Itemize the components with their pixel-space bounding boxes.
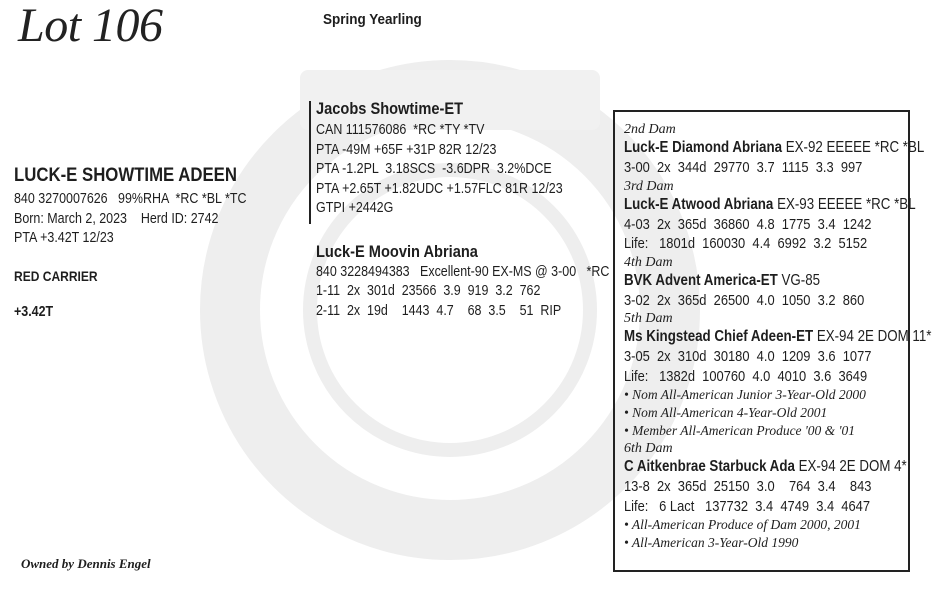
ancestor-name: C Aitkenbrae Starbuck Ada [624, 458, 795, 475]
ancestor-classification: EX-92 EEEEE *RC *BL [785, 139, 925, 156]
animal-registration: 840 3270007626 99%RHA *RC *BL *TC [14, 191, 247, 207]
sire-divider [309, 101, 311, 224]
lifetime-record: Life: 1801d 160030 4.4 6992 3.2 5152 [624, 235, 868, 252]
generation-label: 3rd Dam [624, 178, 674, 194]
pedigree-entry [624, 254, 909, 311]
ancestor-name: Luck-E Atwood Abriana [624, 195, 774, 213]
generation-label: 2nd Dam [624, 122, 676, 137]
pedigree-entry [624, 121, 925, 178]
lifetime-record: Life: 1382d 100760 4.0 4010 3.6 3649 [624, 367, 868, 385]
sire-line: PTA -49M +65F +31P 82R 12/23 [316, 141, 497, 158]
dam-name: Luck-E Moovin Abriana [316, 242, 478, 261]
production-record: 13-8 2x 365d 25150 3.0 764 3.4 843 [624, 478, 872, 495]
sire-line: CAN 111576086 *RC *TY *TV [316, 122, 485, 138]
production-record: 3-05 2x 310d 30180 4.0 1209 3.6 1077 [624, 348, 872, 365]
pedigree-entry [624, 178, 916, 254]
pedigree-list [624, 121, 932, 552]
award-note: • All-American 3-Year-Old 1990 [624, 535, 799, 550]
sale-name: Spring Yearling [323, 11, 422, 28]
generation-label: 5th Dam [624, 311, 673, 326]
dam-line: 840 3228494383 Excellent-90 EX-MS @ 3-00 *RC [316, 264, 610, 280]
production-record: 3-02 2x 365d 26500 4.0 1050 3.2 860 [624, 291, 865, 309]
production-record: 4-03 2x 365d 36860 4.8 1775 3.4 1242 [624, 215, 872, 233]
sire-line: PTA +2.65T +1.82UDC +1.57FLC 81R 12/23 [316, 180, 563, 197]
award-note: • Member All-American Produce '00 & '01 [624, 423, 855, 438]
pedigree-entry [624, 440, 909, 552]
sire-info [316, 121, 563, 219]
ancestor-classification: EX-94 2E DOM 4* [798, 458, 907, 475]
generation-label: 4th Dam [624, 254, 673, 270]
production-record: 3-00 2x 344d 29770 3.7 1115 3.3 997 [624, 159, 863, 176]
animal-name: LUCK-E SHOWTIME ADEEN [14, 164, 237, 186]
ancestor-name-line [624, 195, 916, 215]
ancestor-name: Ms Kingstead Chief Adeen-ET [624, 328, 814, 345]
animal-birth-herd: Born: March 2, 2023 Herd ID: 2742 [14, 210, 219, 227]
award-note: • Nom All-American 4-Year-Old 2001 [624, 405, 828, 420]
ancestor-name-line [624, 138, 925, 158]
lot-number-title: Lot 106 [18, 0, 163, 52]
sire-line: GTPI +2442G [316, 200, 394, 216]
sire-name: Jacobs Showtime-ET [316, 99, 464, 118]
dam-info [316, 263, 609, 321]
ancestor-name-line [624, 271, 869, 291]
sire-line: PTA -1.2PL 3.18SCS -3.6DPR 3.2%DCE [316, 161, 552, 177]
award-note: • Nom All-American Junior 3-Year-Old 2000 [624, 387, 866, 402]
lifetime-record: Life: 6 Lact 137732 3.4 4749 3.4 4647 [624, 497, 871, 515]
dam-line: 2-11 2x 19d 1443 4.7 68 3.5 51 RIP [316, 302, 562, 319]
ancestor-name-line [624, 327, 932, 347]
pedigree-entry [624, 310, 932, 440]
ancestor-name: Luck-E Diamond Abriana [624, 139, 783, 156]
award-note: • All-American Produce of Dam 2000, 2001 [624, 517, 861, 532]
animal-pta: PTA +3.42T 12/23 [14, 230, 114, 246]
ancestor-name: BVK Advent America-ET [624, 271, 778, 289]
ancestor-classification: EX-93 EEEEE *RC *BL [777, 195, 916, 213]
ancestor-classification: EX-94 2E DOM 11* [816, 328, 932, 345]
dam-line: 1-11 2x 301d 23566 3.9 919 3.2 762 [316, 283, 541, 300]
ancestor-classification: VG-85 [781, 271, 821, 289]
animal-info [14, 190, 246, 249]
red-carrier-label: RED CARRIER [14, 268, 98, 284]
owner-line: Owned by Dennis Engel [21, 556, 151, 571]
ancestor-name-line [624, 457, 907, 477]
generation-label: 6th Dam [624, 441, 673, 456]
pta-type-value: +3.42T [14, 304, 54, 320]
